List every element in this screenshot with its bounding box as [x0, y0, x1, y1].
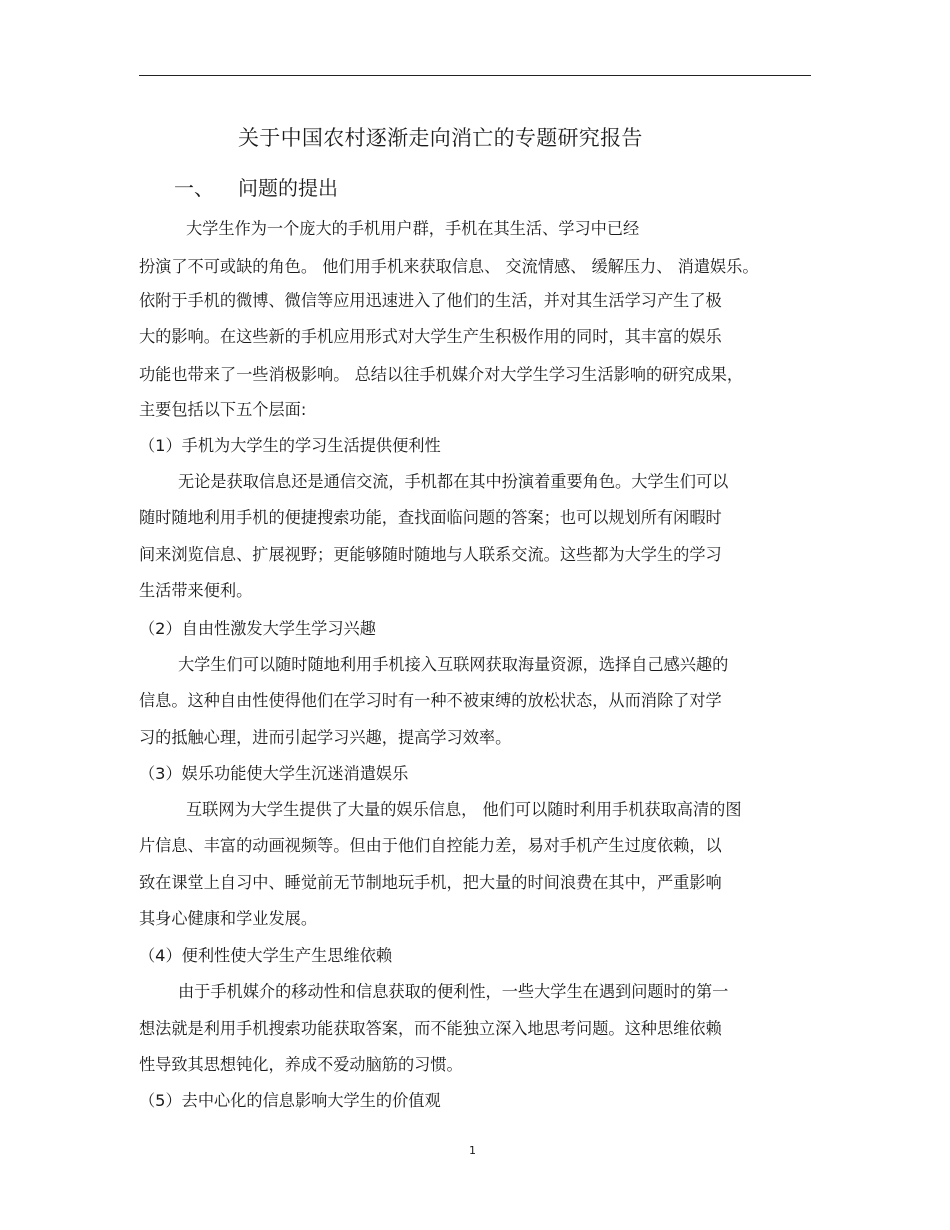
- paragraph-line: 片信息、丰富的动画视频等。但由于他们自控能力差，易对手机产生过度依赖，以: [139, 836, 722, 855]
- header-rule: [139, 75, 811, 76]
- paragraph-line: 其身心健康和学业发展。: [139, 909, 318, 928]
- paragraph-line: 大学生们可以随时随地利用手机接入互联网获取海量资源，选择自己感兴趣的: [178, 655, 729, 674]
- paragraph-line: 功能也带来了一些消极影响。 总结以往手机媒介对大学生学习生活影响的研究成果，: [139, 365, 744, 384]
- point-heading: （3）娱乐功能使大学生沉迷消遣娱乐: [139, 764, 409, 783]
- paragraph-line: 间来浏览信息、扩展视野；更能够随时随地与人联系交流。这些都为大学生的学习: [139, 545, 722, 564]
- section-number: 一、: [174, 176, 214, 200]
- paragraph-line: 性导致其思想钝化，养成不爱动脑筋的习惯。: [139, 1055, 463, 1074]
- point-heading: （5）去中心化的信息影响大学生的价值观: [139, 1091, 441, 1110]
- paragraph-line: 主要包括以下五个层面:: [139, 400, 307, 419]
- section-title: 问题的提出: [238, 176, 338, 200]
- section-heading: [174, 172, 338, 201]
- point-heading: （1）手机为大学生的学习生活提供便利性: [139, 436, 441, 455]
- point-heading: （2）自由性激发大学生学习兴趣: [139, 619, 376, 638]
- paragraph-line: 依附于手机的微博、微信等应用迅速进入了他们的生活，并对其生活学习产生了极: [139, 291, 722, 310]
- paragraph-line: 随时随地利用手机的便捷搜索功能，查找面临问题的答案；也可以规划所有闲暇时: [139, 508, 722, 527]
- paragraph-line: 习的抵触心理，进而引起学习兴趣，提高学习效率。: [139, 728, 512, 747]
- paragraph-line: 大学生作为一个庞大的手机用户群，手机在其生活、学习中已经: [186, 219, 640, 238]
- paragraph-line: 由于手机媒介的移动性和信息获取的便利性，一些大学生在遇到问题时的第一: [178, 982, 729, 1001]
- document-title: 关于中国农村逐渐走向消亡的专题研究报告: [238, 126, 643, 150]
- paragraph-line: 致在课堂上自习中、睡觉前无节制地玩手机，把大量的时间浪费在其中，严重影响: [139, 873, 722, 892]
- paragraph-line: 信息。这种自由性使得他们在学习时有一种不被束缚的放松状态，从而消除了对学: [139, 691, 722, 710]
- paragraph-line: 无论是获取信息还是通信交流，手机都在其中扮演着重要角色。大学生们可以: [178, 472, 729, 491]
- point-heading: （4）便利性使大学生产生思维依赖: [139, 946, 393, 965]
- paragraph-line: 想法就是利用手机搜索功能获取答案，而不能独立深入地思考问题。这种思维依赖: [139, 1019, 722, 1038]
- paragraph-line: 扮演了不可或缺的角色。 他们用手机来获取信息、 交流情感、 缓解压力、 消遣娱乐。: [139, 257, 759, 276]
- paragraph-line: 大的影响。在这些新的手机应用形式对大学生产生积极作用的同时，其丰富的娱乐: [139, 327, 722, 346]
- paragraph-line: 互联网为大学生提供了大量的娱乐信息， 他们可以随时利用手机获取高清的图: [186, 800, 742, 819]
- page-number: 1: [469, 1144, 476, 1157]
- paragraph-line: 生活带来便利。: [139, 581, 253, 600]
